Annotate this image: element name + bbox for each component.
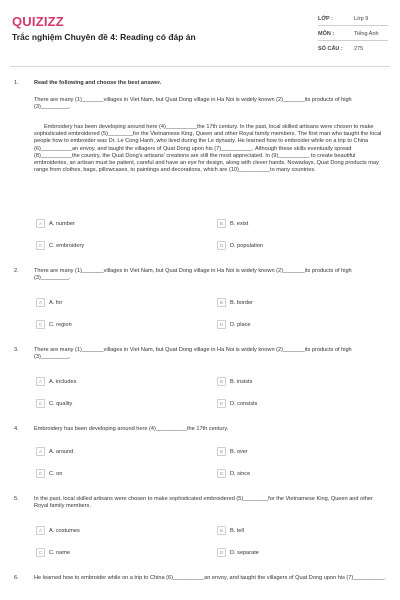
- option-a[interactable]: [36, 526, 80, 535]
- option-letter: B: [217, 377, 226, 386]
- meta-key: LỚP :: [318, 16, 333, 22]
- option-letter: B: [217, 298, 226, 307]
- option-c[interactable]: [36, 399, 72, 408]
- option-label: A. number: [49, 220, 75, 227]
- option-label: B. border: [230, 299, 254, 306]
- option-letter: D: [217, 469, 226, 478]
- option-letter: A: [36, 377, 45, 386]
- option-letter: B: [217, 526, 226, 535]
- option-letter: C: [36, 399, 45, 408]
- option-letter: B: [217, 447, 226, 456]
- option-d[interactable]: [217, 399, 257, 408]
- option-c[interactable]: [36, 548, 70, 557]
- option-b[interactable]: [217, 526, 244, 535]
- option-letter: A: [36, 526, 45, 535]
- option-letter: B: [217, 219, 226, 228]
- option-d[interactable]: [217, 469, 250, 478]
- option-letter: A: [36, 298, 45, 307]
- option-letter: C: [36, 469, 45, 478]
- option-b[interactable]: [217, 377, 252, 386]
- option-letter: A: [36, 219, 45, 228]
- option-label: B. tell: [230, 527, 244, 534]
- option-letter: C: [36, 241, 45, 250]
- option-label: C. embroidery: [49, 242, 85, 249]
- option-label: D. since: [230, 470, 251, 477]
- option-d[interactable]: [217, 320, 251, 329]
- question-intro: There are many (1)_______villages in Viet Nam, but Quat Dong village in Ha Noi is widely known (2)_______its products of high (3)_________.: [34, 97, 352, 111]
- question-text: There are many (1)_______villages in Viet Nam, but Quat Dong village in Ha Noi is widely known (2)_______its products of high (3)_________.: [34, 268, 352, 282]
- option-b[interactable]: [217, 219, 248, 228]
- option-label: D. place: [230, 321, 251, 328]
- option-letter: C: [36, 320, 45, 329]
- option-c[interactable]: [36, 241, 84, 250]
- question-number: 3.: [14, 347, 19, 353]
- meta-class: [318, 16, 368, 22]
- option-letter: D: [217, 241, 226, 250]
- option-label: D. separate: [230, 549, 259, 556]
- question-number: 1.: [14, 80, 19, 86]
- page-title: Trắc nghiệm Chuyên đề 4: Reading có đáp án: [12, 32, 196, 42]
- meta-subject: [318, 31, 379, 37]
- option-c[interactable]: [36, 469, 62, 478]
- option-label: A. for: [49, 299, 63, 306]
- option-label: D. consists: [230, 400, 258, 407]
- option-label: B. insists: [230, 378, 253, 385]
- meta-divider: [318, 25, 388, 26]
- option-label: C. quality: [49, 400, 73, 407]
- option-label: B. over: [230, 448, 248, 455]
- option-letter: A: [36, 447, 45, 456]
- question-number: 6.: [14, 575, 19, 581]
- option-d[interactable]: [217, 241, 263, 250]
- option-a[interactable]: [36, 447, 73, 456]
- option-label: C. name: [49, 549, 71, 556]
- option-label: C. region: [49, 321, 72, 328]
- question-number: 5.: [14, 496, 19, 502]
- question-text: He learned how to embroider while on a trip to China (6)__________an envoy, and taught the villagers of Quat Dong upon his (7)__________.: [34, 575, 386, 581]
- option-label: B. exist: [230, 220, 249, 227]
- question-text: Embroidery has been developing around here (4)__________the 17th century.: [34, 426, 229, 432]
- option-letter: C: [36, 548, 45, 557]
- option-b[interactable]: [217, 298, 253, 307]
- option-label: A. includes: [49, 378, 77, 385]
- option-label: C. on: [49, 470, 63, 477]
- question-number: 4.: [14, 426, 19, 432]
- meta-value: Tiếng Anh: [354, 31, 379, 37]
- question-number: 2.: [14, 268, 19, 274]
- meta-value: 275: [354, 46, 364, 52]
- meta-count: [318, 46, 363, 52]
- option-letter: D: [217, 320, 226, 329]
- question-instruction: Read the following and choose the best answer.: [34, 80, 162, 86]
- option-letter: D: [217, 548, 226, 557]
- option-a[interactable]: [36, 298, 62, 307]
- option-label: A. around: [49, 448, 74, 455]
- header-divider: [10, 66, 390, 67]
- meta-key: SỐ CÂU :: [318, 46, 343, 52]
- meta-key: MÔN :: [318, 31, 335, 37]
- option-label: A. costumes: [49, 527, 80, 534]
- question-text: In the past, local skilled artisans were chosen to make sophisticated embroidered (5)________for the Vietnamese King, Queen and other Royal family members.: [34, 496, 373, 510]
- option-label: D. population: [230, 242, 263, 249]
- option-b[interactable]: [217, 447, 248, 456]
- option-c[interactable]: [36, 320, 72, 329]
- option-letter: D: [217, 399, 226, 408]
- option-a[interactable]: [36, 377, 76, 386]
- quizizz-logo: QUIZIZZ: [12, 14, 64, 29]
- reading-passage: Embroidery has been developing around here (4)__________the 17th century. In the past, local skilled artisans were chosen to make sophisticated embroidered (5)________for the Vietnamese King, Queen and other Royal family members. The first man who taught the local people how to embroider was Dr. Le Cong Hanh, who lived during the Le dynasty. He learned how to embroider while on a trip to China (6)__________an envoy, and taught the villagers of Quat Dong upon his (7)__________. Although these skills eventually spread (8)__________the country, the Quat Dong's artisans' creations are still the most appreciated. In (9)__________ to create beautiful embroideries, an artisan must be patient, careful and have an eye for design, along with clever hands. Nowadays, Quat Dong products may range from clothes, bags, pillowcases, to paintings and decorations, which are (10)__________to many countries.: [34, 124, 382, 174]
- meta-value: Lớp 9: [354, 16, 369, 22]
- option-d[interactable]: [217, 548, 259, 557]
- question-text: There are many (1)_______villages in Viet Nam, but Quat Dong village in Ha Noi is widely known (2)_______its products of high (3)_________.: [34, 347, 352, 361]
- option-a[interactable]: [36, 219, 75, 228]
- meta-divider: [318, 40, 388, 41]
